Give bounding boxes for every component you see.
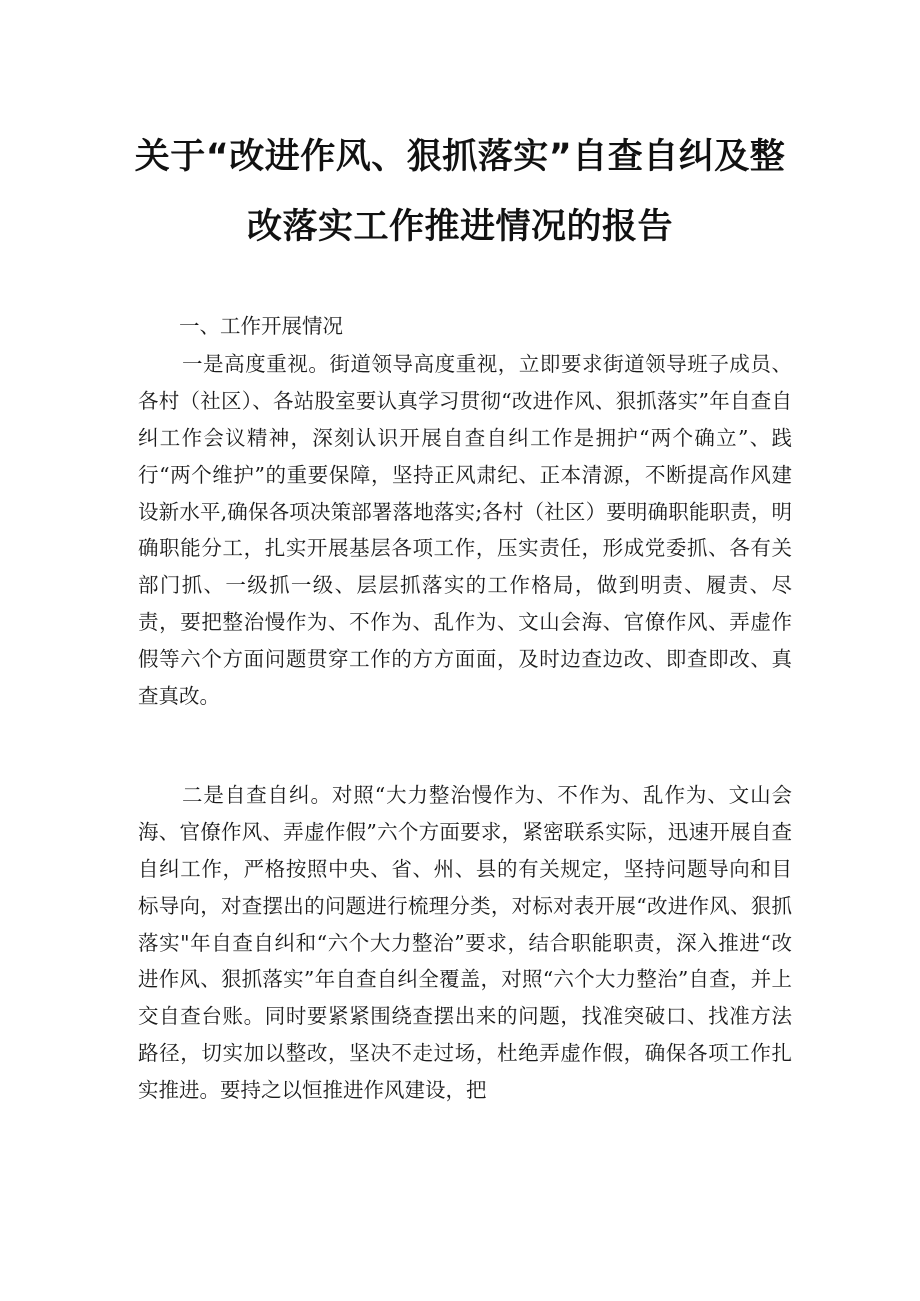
document-title-line-1: 关于“改进作风、狠抓落实”自查自纠及整	[134, 137, 786, 177]
document-title-line-2: 改落实工作推进情况的报告	[246, 207, 673, 247]
section-heading: 一、工作开展情况	[179, 314, 343, 338]
paragraph-1: 一是高度重视。街道领导高度重视，立即要求街道领导班子成员、各村（社区）、各站股室要认真学习贯彻“改进作风、狠抓落实”年自查自纠工作会议精神，深刻认识开展自查自纠工作是拥护“两个确立”、践行“两个维护”的重要保障，坚持正风肃纪、正本清源，不断提高作风建设新水平,确保各项决策部署落地落实;各村（社区）要明确职能职责，明确职能分工，扎实开展基层各项工作，压实责任，形成党委抓、各有关部门抓、一级抓一级、层层抓落实的工作格局，做到明责、履责、尽责，要把整治慢作为、不作为、乱作为、文山会海、官僚作风、弄虚作假等六个方面问题贯穿工作的方方面面，及时边查边改、即查即改、真查真改。	[138, 352, 792, 709]
paragraph-2: 二是自查自纠。对照“大力整治慢作为、不作为、乱作为、文山会海、官僚作风、弄虚作假”六个方面要求，紧密联系实际，迅速开展自查自纠工作，严格按照中央、省、州、县的有关规定，坚持问题导向和目标导向，对查摆出的问题进行梳理分类，对标对表开展“改进作风、狠抓落实"年自查自纠和“六个大力整治”要求，结合职能职责，深入推进“改进作风、狠抓落实”年自查自纠全覆盖，对照“六个大力整治”自查，并上交自查台账。同时要紧紧围绕查摆出来的问题，找准突破口、找准方法路径，切实加以整改，坚决不走过场，杜绝弄虚作假，确保各项工作扎实推进。要持之以恒推进作风建设，把	[138, 783, 792, 1103]
